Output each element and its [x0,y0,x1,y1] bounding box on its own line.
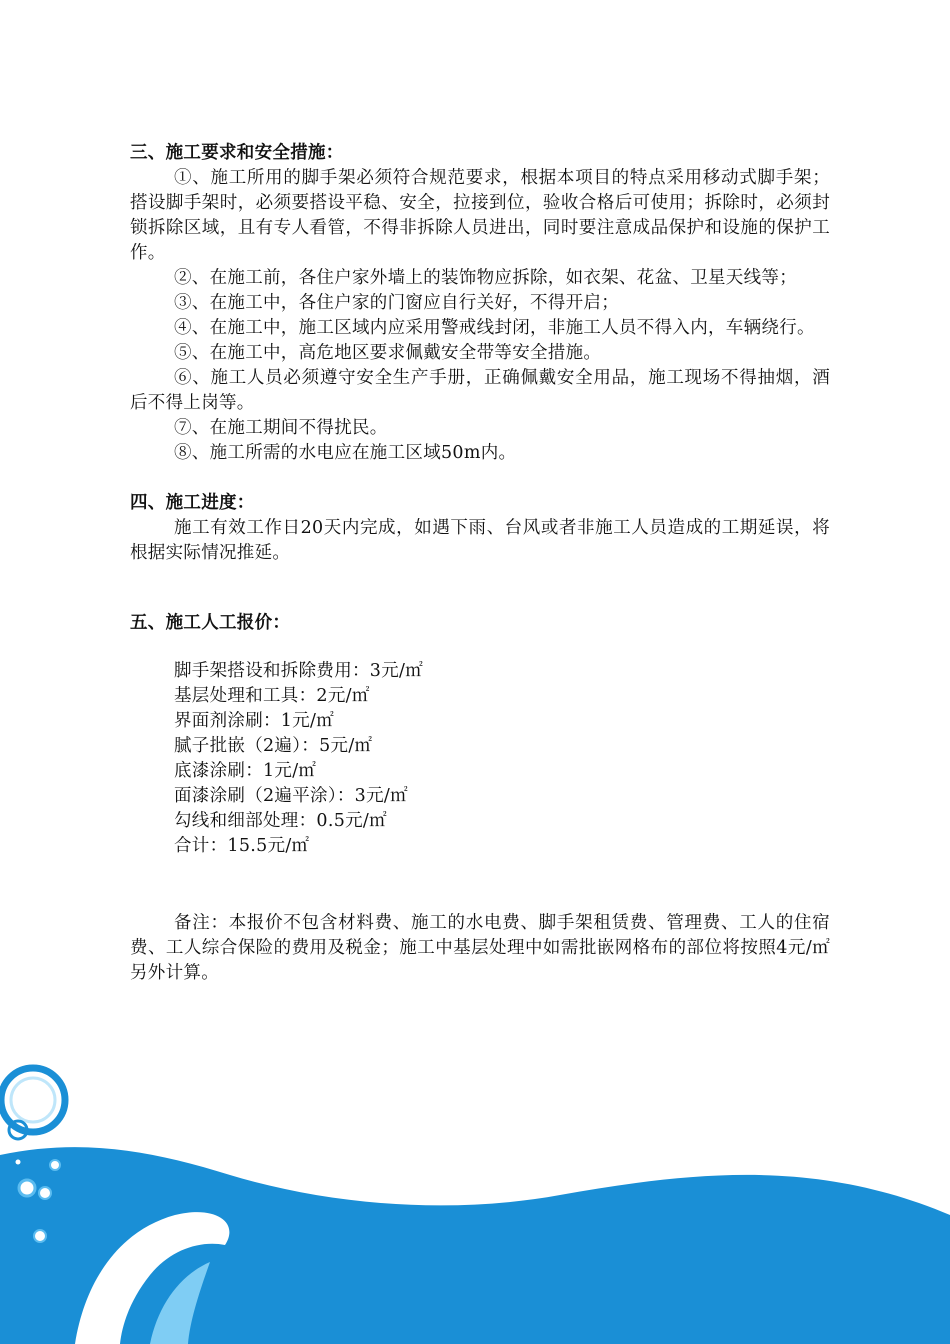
price-item-putty: 腻子批嵌（2遍）：5元/㎡ [174,736,373,756]
wave-swirl-inner [150,1262,210,1344]
bubble-large-inner [11,1078,55,1122]
price-item-detailing: 勾线和细部处理：0.5元/㎡ [174,811,387,831]
bubble-small-2 [19,1180,35,1196]
sparkle-dot [16,1160,21,1165]
bubble-small-5 [34,1230,46,1242]
price-item-scaffold: 脚手架搭设和拆除费用：3元/㎡ [174,661,424,681]
bubble-large [1,1068,65,1132]
price-item-topcoat: 面漆涂刷（2遍平涂）：3元/㎡ [174,786,408,806]
price-total: 合计：15.5元/㎡ [174,836,310,856]
section-3-item-7: ⑦、在施工期间不得扰民。 [174,418,388,438]
section-3-item-3: ③、在施工中，各住户家的门窗应自行关好，不得开启； [174,293,619,313]
section-4-heading: 四、施工进度： [130,493,255,513]
section-3-item-8: ⑧、施工所需的水电应在施工区域50m内。 [174,443,517,463]
section-3-item-5: ⑤、在施工中，高危地区要求佩戴安全带等安全措施。 [174,343,602,363]
bubble-small-1 [9,1121,27,1139]
wave-shape [0,1147,950,1344]
bubble-small-3 [39,1187,51,1199]
section-3-item-4: ④、在施工中，施工区域内应采用警戒线封闭，非施工人员不得入内，车辆绕行。 [174,318,815,338]
price-item-undercoat: 底漆涂刷：1元/㎡ [174,761,317,781]
bubble-small-4 [50,1160,60,1170]
price-item-base: 基层处理和工具：2元/㎡ [174,686,370,706]
section-4-body: 施工有效工作日20天内完成，如遇下雨、台风或者非施工人员造成的工期延误，将根据实际情况推延。 [130,518,830,563]
section-3-item-1: ①、施工所用的脚手架必须符合规范要求，根据本项目的特点采用移动式脚手架；搭设脚手架时，必须要搭设平稳、安全，拉接到位，验收合格后可使用；拆除时，必须封锁拆除区域，且有专人看管，不得非拆除人员进出，同时要注意成品保护和设施的保护工作。 [130,168,830,263]
document-body [130,141,830,986]
price-item-primer-agent: 界面剂涂刷：1元/㎡ [174,711,335,731]
section-3-item-6: ⑥、施工人员必须遵守安全生产手册，正确佩戴安全用品，施工现场不得抽烟，酒后不得上岗等。 [130,368,830,413]
section-3-heading: 三、施工要求和安全措施： [130,143,344,163]
section-3-item-2: ②、在施工前，各住户家外墙上的装饰物应拆除，如衣架、花盆、卫星天线等； [174,268,797,288]
remark-note: 备注：本报价不包含材料费、施工的水电费、脚手架租赁费、管理费、工人的住宿费、工人综合保险的费用及税金；施工中基层处理中如需批嵌网格布的部位将按照4元/㎡另外计算。 [130,913,830,983]
wave-swirl [75,1212,229,1344]
section-5-heading: 五、施工人工报价： [130,613,291,633]
